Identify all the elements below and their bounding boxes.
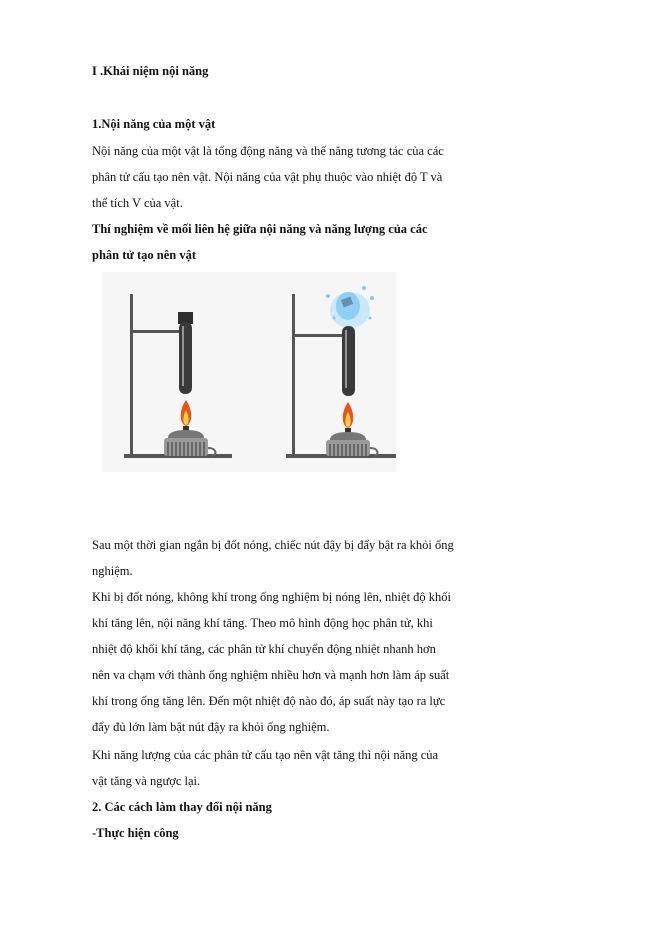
subsection-heading: -Thực hiện công [92, 826, 179, 840]
alcohol-lamp-icon [326, 428, 377, 456]
experiment-title: Thí nghiệm về mối liên hệ giữa nội năng và năng lượng của các [92, 222, 428, 236]
paragraph-line: đẩy đủ lớn làm bật nút đậy ra khỏi ống nghiệm. [92, 720, 330, 734]
paragraph-line: vật tăng và ngược lại. [92, 774, 201, 788]
paragraph-line: nhiệt độ khối khí tăng, các phân tử khí chuyển động nhiệt nhanh hơn [92, 642, 436, 656]
experiment-title: phân tử tạo nên vật [92, 248, 197, 262]
experiment-figure [102, 272, 396, 472]
experiment-illustration [102, 272, 396, 472]
paragraph-line: nên va chạm với thành ống nghiệm nhiều hơn và mạnh hơn làm áp suất [92, 668, 450, 682]
section-heading: 2. Các cách làm thay đổi nội năng [92, 800, 272, 814]
paragraph-line: thể tích V của vật. [92, 196, 183, 210]
stand-rod [130, 294, 133, 456]
section-heading: I .Khái niệm nội năng [92, 64, 209, 78]
paragraph-line: khí trong ống tăng lên. Đến một nhiệt độ nào đó, áp suất này tạo ra lực [92, 694, 446, 708]
flame-icon [181, 400, 192, 426]
flame-icon [343, 402, 354, 428]
subsection-heading: 1.Nội năng của một vật [92, 117, 216, 131]
alcohol-lamp-icon [164, 426, 215, 456]
paragraph-line: Khi năng lượng của các phân tử cấu tạo nên vật tăng thì nội năng của [92, 748, 439, 762]
spray-burst-icon [326, 286, 374, 328]
left-apparatus [124, 294, 232, 458]
right-apparatus [286, 286, 396, 458]
paragraph-line: khí tăng lên, nội năng khí tăng. Theo mô hình động học phân tử, khi [92, 616, 433, 630]
paragraph-line: Nội năng của một vật là tổng động năng và thế năng tương tác của các [92, 144, 444, 158]
paragraph-line: Khi bị đốt nóng, không khí trong ống nghiệm bị nóng lên, nhiệt độ khối [92, 590, 452, 604]
test-tube-with-stopper-icon [178, 312, 193, 394]
paragraph-line: nghiệm. [92, 564, 133, 578]
stand-rod [292, 294, 295, 456]
paragraph-line: phân tử cấu tạo nên vật. Nội năng của vật phụ thuộc vào nhiệt độ T và [92, 170, 443, 184]
test-tube-popped-icon [342, 326, 355, 396]
paragraph-line: Sau một thời gian ngắn bị đốt nóng, chiếc nút đậy bị đẩy bật ra khỏi ống [92, 538, 454, 552]
